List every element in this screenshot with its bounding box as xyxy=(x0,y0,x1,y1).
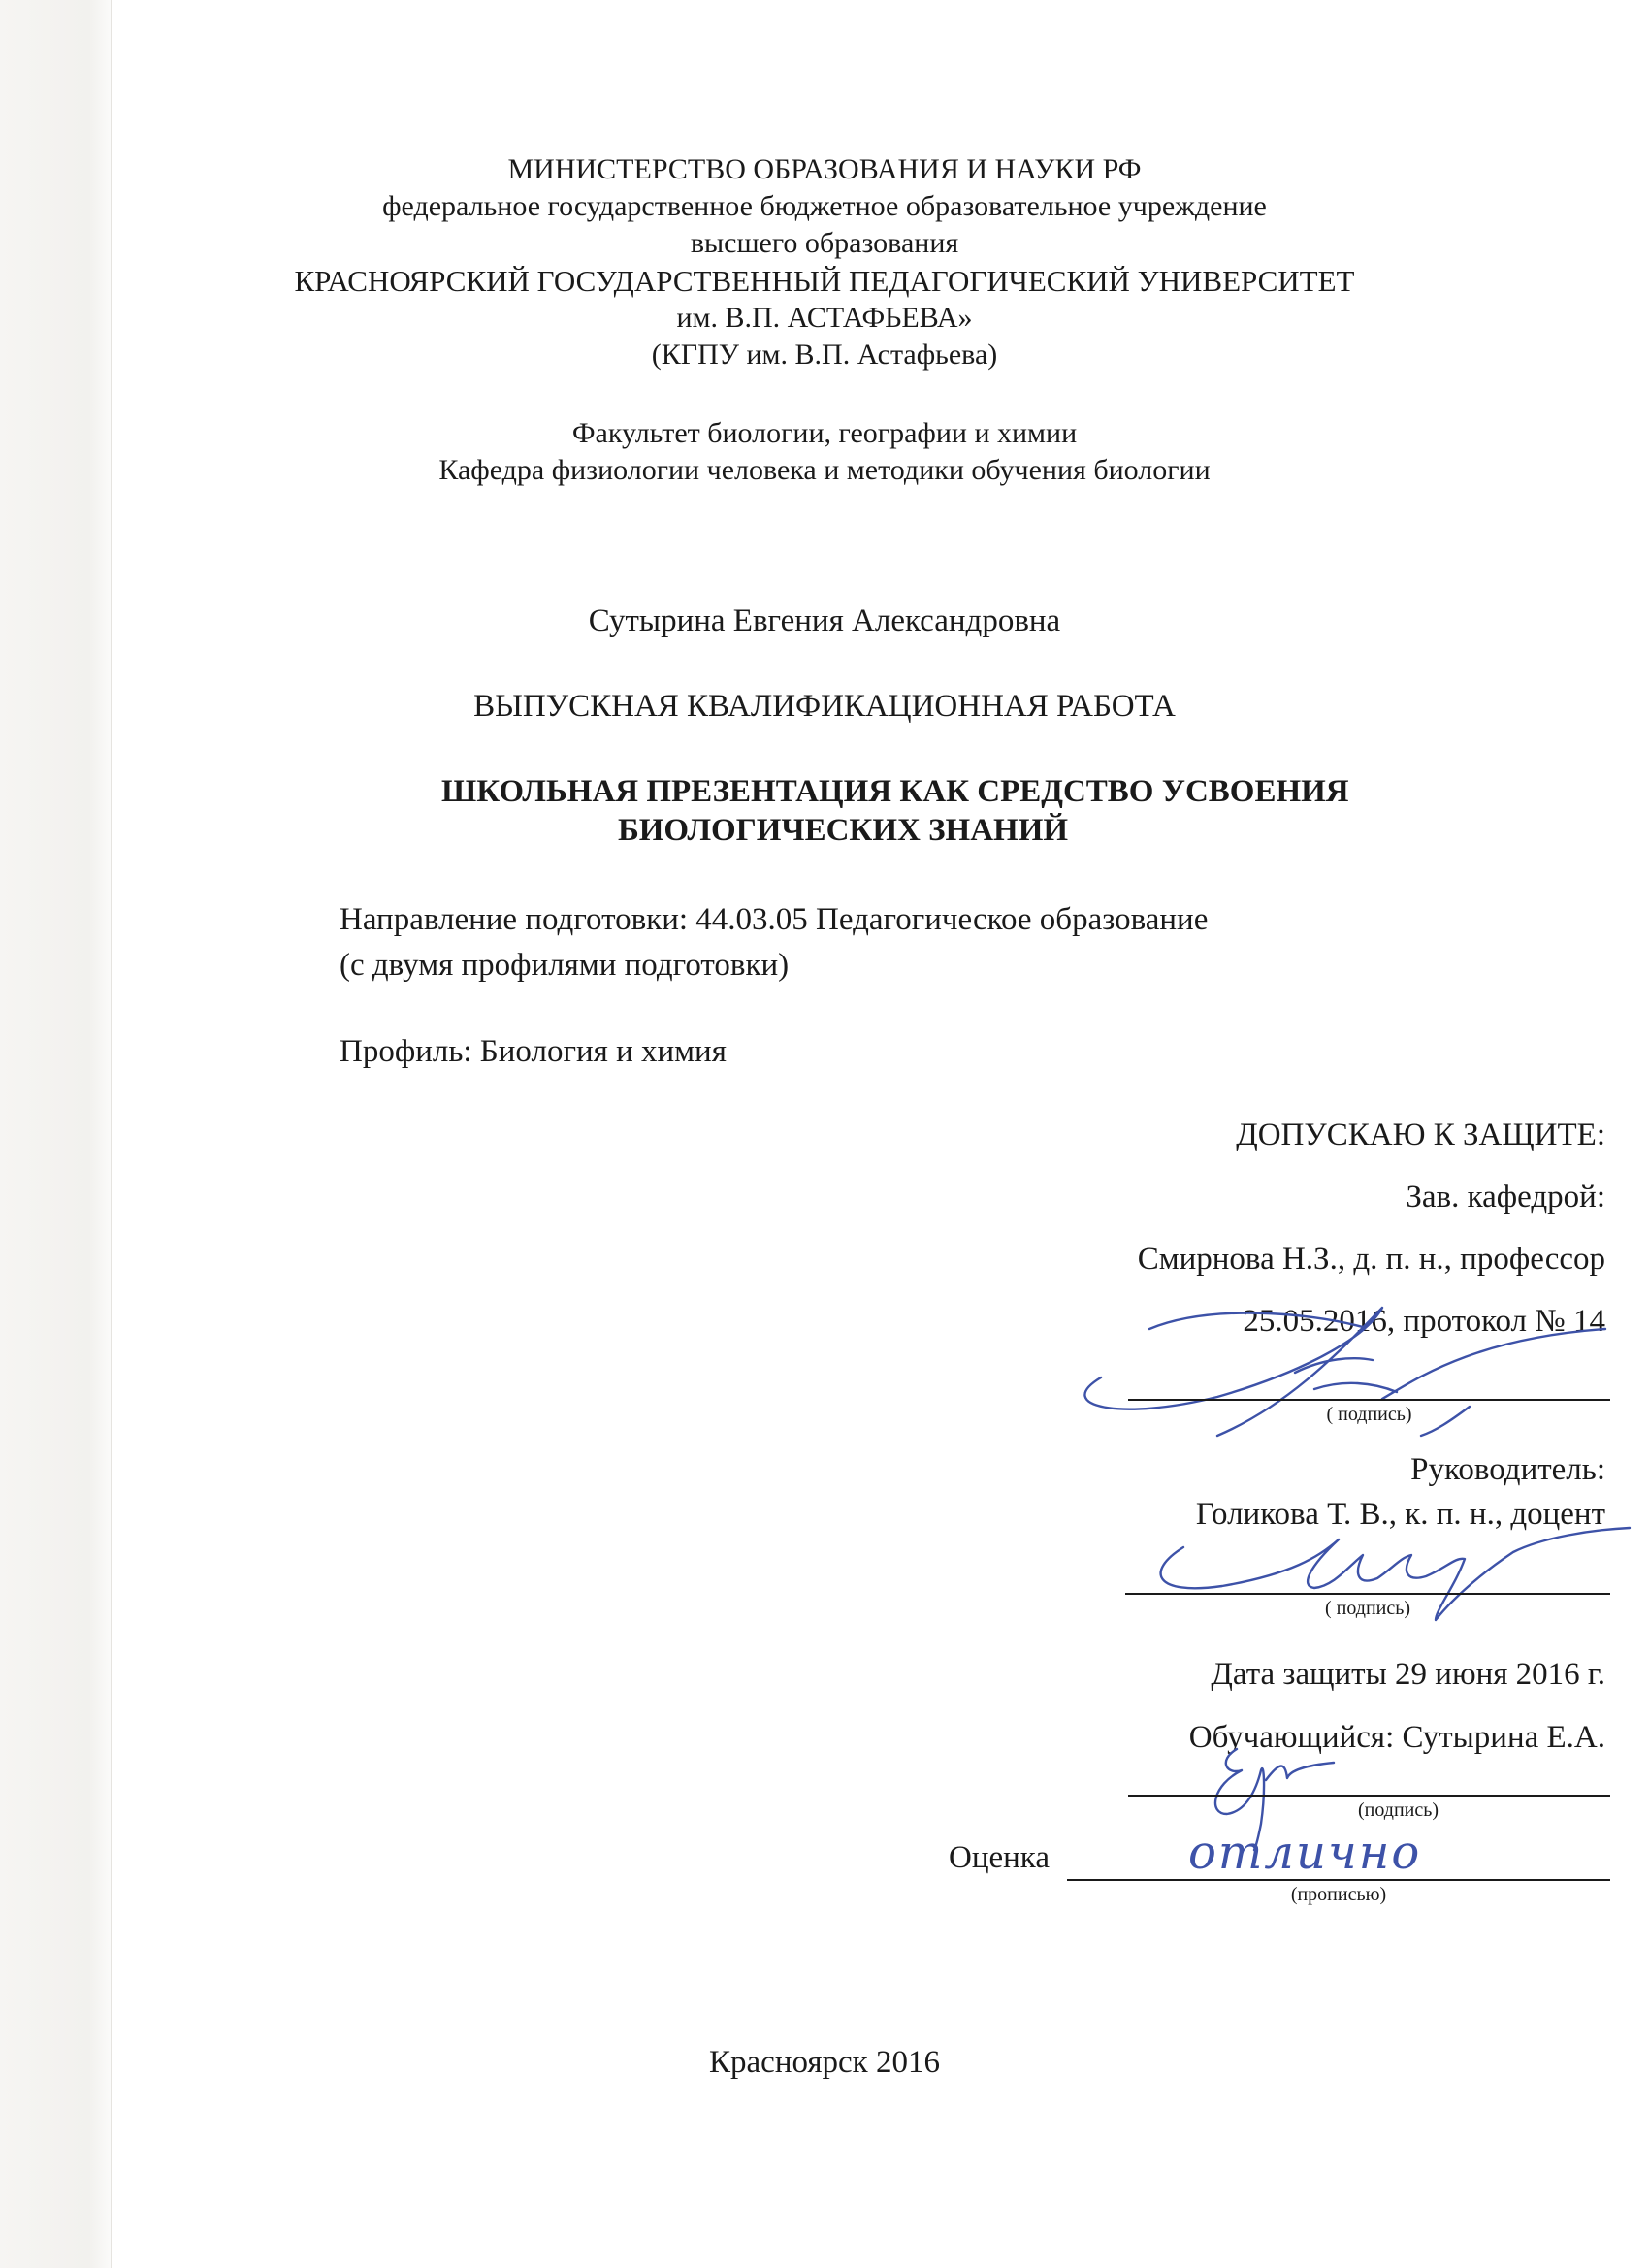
faculty-name: Факультет биологии, географии и химии xyxy=(571,417,1078,449)
university-named-after: им. В.П. АСТАФЬЕВА» xyxy=(676,302,973,334)
supervisor-name: Голикова Т. В., к. п. н., доцент xyxy=(1195,1497,1605,1532)
department-head-signature-line xyxy=(1128,1399,1610,1401)
grade-line xyxy=(1067,1879,1610,1881)
training-direction: Направление подготовки: 44.03.05 Педагогическое образование xyxy=(340,902,1209,937)
department-head-signature-caption: ( подпись) xyxy=(1326,1404,1412,1425)
supervisor-signature-caption: ( подпись) xyxy=(1324,1598,1411,1619)
thesis-title-line-1: ШКОЛЬНАЯ ПРЕЗЕНТАЦИЯ КАК СРЕДСТВО УСВОЕНИЯ xyxy=(441,774,1349,809)
department-head-name: Смирнова Н.З., д. п. н., профессор xyxy=(1137,1242,1605,1277)
city-year: Красноярск 2016 xyxy=(709,2045,940,2080)
supervisor-signature-line xyxy=(1125,1593,1610,1595)
university-name: КРАСНОЯРСКИЙ ГОСУДАРСТВЕННЫЙ ПЕДАГОГИЧЕСКИЙ УНИВЕРСИТЕТ xyxy=(294,264,1355,298)
university-abbreviation: (КГПУ им. В.П. Астафьева) xyxy=(651,339,998,371)
thesis-title-line-2: БИОЛОГИЧЕСКИХ ЗНАНИЙ xyxy=(617,813,1069,848)
ministry-name: МИНИСТЕРСТВО ОБРАЗОВАНИЯ И НАУКИ РФ xyxy=(507,153,1142,185)
author-name: Сутырина Евгения Александровна xyxy=(588,603,1061,638)
defense-date: Дата защиты 29 июня 2016 г. xyxy=(1211,1657,1605,1692)
student-label: Обучающийся: Сутырина Е.А. xyxy=(1188,1720,1605,1755)
department-head-role: Зав. кафедрой: xyxy=(1406,1180,1605,1215)
institution-type: федеральное государственное бюджетное образовательное учреждение xyxy=(382,190,1267,222)
approval-heading: ДОПУСКАЮ К ЗАЩИТЕ: xyxy=(1236,1118,1605,1152)
grade-value-handwritten: отлично xyxy=(1188,1826,1422,1880)
supervisor-role: Руководитель: xyxy=(1410,1452,1605,1487)
grade-label: Оценка xyxy=(949,1840,1050,1875)
grade-caption: (прописью) xyxy=(1290,1884,1387,1905)
student-signature-caption: (подпись) xyxy=(1357,1799,1439,1821)
department-name: Кафедра физиологии человека и методики обучения биологии xyxy=(438,454,1211,486)
work-type: ВЫПУСКНАЯ КВАЛИФИКАЦИОННАЯ РАБОТА xyxy=(473,689,1176,724)
approval-protocol: 25.05.2016, протокол № 14 xyxy=(1243,1304,1605,1339)
student-signature-line xyxy=(1128,1795,1610,1797)
training-direction-note: (с двумя профилями подготовки) xyxy=(340,948,790,983)
training-profile: Профиль: Биология и химия xyxy=(340,1034,727,1069)
institution-level: высшего образования xyxy=(690,227,959,259)
